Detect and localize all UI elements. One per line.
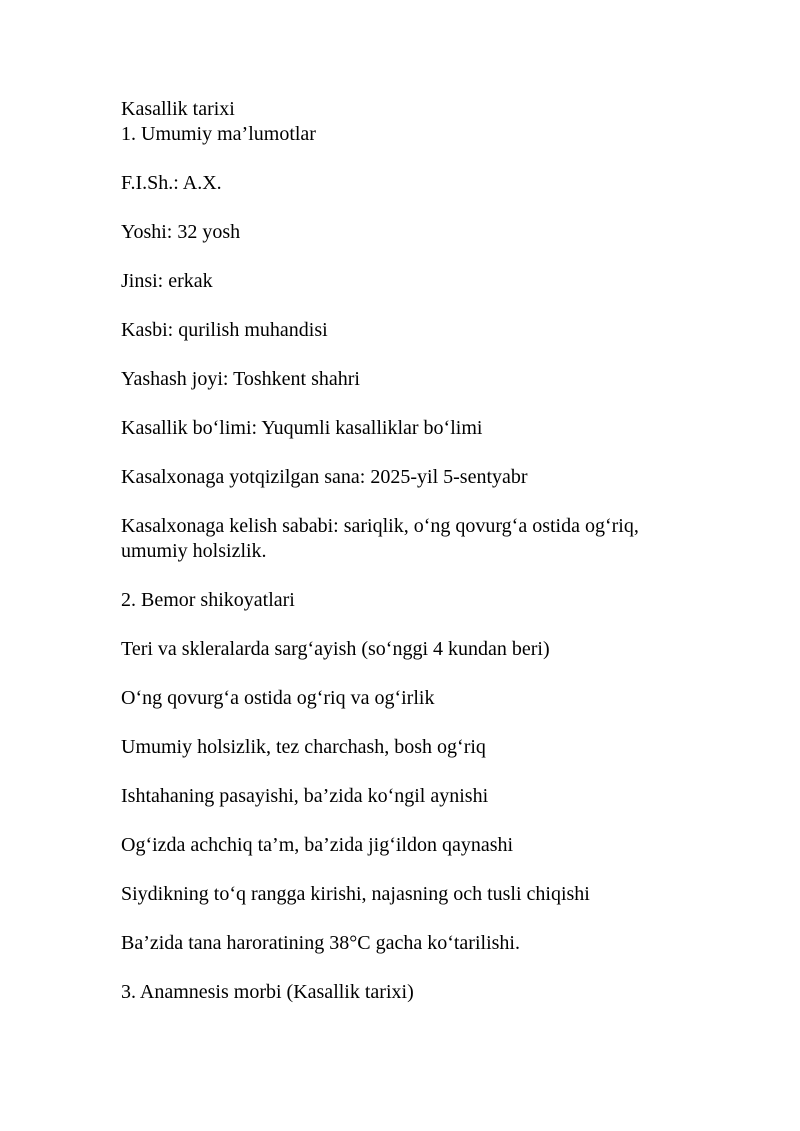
field-occupation: Kasbi: qurilish muhandisi <box>121 319 328 341</box>
field-age: Yoshi: 32 yosh <box>121 221 241 243</box>
complaint-item: Ishtahaning pasayishi, ba’zida ko‘ngil aynishi <box>121 785 489 807</box>
complaint-item: Umumiy holsizlik, tez charchash, bosh og‘riq <box>121 736 486 758</box>
complaint-item: Siydikning to‘q rangga kirishi, najasning och tusli chiqishi <box>121 883 590 905</box>
section-heading-general-info: 1. Umumiy ma’lumotlar <box>121 123 316 145</box>
field-admission-reason <box>121 514 721 564</box>
admission-reason-line: Kasalxonaga kelish sababi: sariqlik, o‘ng qovurg‘a ostida og‘riq, <box>121 515 639 537</box>
complaint-item: Teri va skleralarda sarg‘ayish (so‘nggi 4 kundan beri) <box>121 638 550 660</box>
section-heading-anamnesis-morbi: 3. Anamnesis morbi (Kasallik tarixi) <box>121 981 414 1003</box>
field-department: Kasallik bo‘limi: Yuqumli kasalliklar bo‘limi <box>121 417 483 439</box>
complaint-item: O‘ng qovurg‘a ostida og‘riq va og‘irlik <box>121 687 435 709</box>
field-full-name: F.I.Sh.: A.X. <box>121 172 222 194</box>
section-heading-complaints: 2. Bemor shikoyatlari <box>121 589 295 611</box>
admission-reason-line: umumiy holsizlik. <box>121 540 267 562</box>
field-residence: Yashash joyi: Toshkent shahri <box>121 368 360 390</box>
document-page <box>121 97 721 1005</box>
complaint-item: Og‘izda achchiq ta’m, ba’zida jig‘ildon qaynashi <box>121 834 514 856</box>
document-title: Kasallik tarixi <box>121 98 235 120</box>
field-sex: Jinsi: erkak <box>121 270 213 292</box>
complaint-item: Ba’zida tana haroratining 38°C gacha ko‘tarilishi. <box>121 932 520 954</box>
field-admission-date: Kasalxonaga yotqizilgan sana: 2025-yil 5-sentyabr <box>121 466 528 488</box>
